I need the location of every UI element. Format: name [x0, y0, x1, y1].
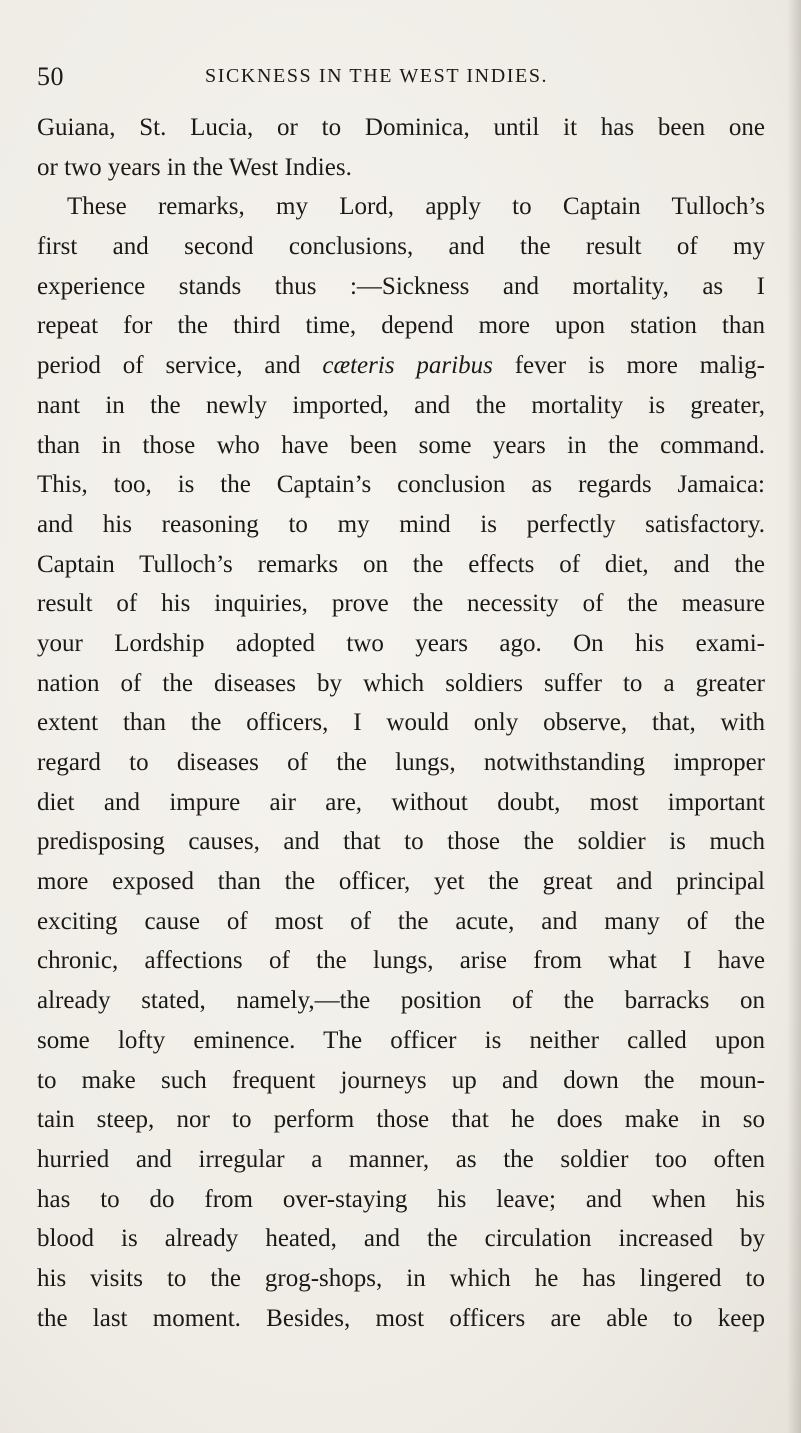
text-line: tain steep, nor to perform those that he does make in so — [37, 1106, 765, 1134]
text-line: hurried and irregular a manner, as the soldier too often — [37, 1145, 765, 1173]
text-line: first and second conclusions, and the result of my — [37, 233, 765, 261]
paragraph-first-line: These remarks, my Lord, apply to Captain Tulloch’s — [67, 193, 765, 221]
text-line: extent than the officers, I would only observe, that, with — [37, 709, 765, 737]
text-line: nation of the diseases by which soldiers suffer to a greater — [37, 669, 765, 697]
text-line: some lofty eminence. The officer is neither called upon — [37, 1026, 765, 1054]
text-line: than in those who have been some years in the command. — [37, 431, 765, 459]
text-line: Captain Tulloch’s remarks on the effects of diet, and the — [37, 550, 765, 578]
text-line-with-italic — [37, 346, 765, 386]
page-number: 50 — [37, 62, 64, 91]
body-text — [37, 108, 765, 1338]
text-line: your Lordship adopted two years ago. On his exami- — [37, 629, 765, 657]
text-line: or two years in the West Indies. — [37, 153, 352, 181]
italic-phrase: cæteris paribus — [322, 352, 493, 380]
text-line: diet and impure air are, without doubt, most important — [37, 788, 765, 816]
text-line: and his reasoning to my mind is perfectly satisfactory. — [37, 510, 765, 538]
text-line: experience stands thus :—Sickness and mortality, as I — [37, 272, 765, 300]
text-line: to make such frequent journeys up and down the moun- — [37, 1066, 765, 1094]
text-line: predisposing causes, and that to those the soldier is much — [37, 828, 765, 856]
text-line: the last moment. Besides, most officers are able to keep — [37, 1304, 765, 1332]
text-line: more exposed than the officer, yet the great and principal — [37, 868, 765, 896]
text-line: has to do from over-staying his leave; and when his — [37, 1185, 765, 1213]
text-line: already stated, namely,—the position of the barracks on — [37, 987, 765, 1015]
text-line: repeat for the third time, depend more upon station than — [37, 312, 765, 340]
text-line: chronic, affections of the lungs, arise from what I have — [37, 947, 765, 975]
text-line: regard to diseases of the lungs, notwithstanding improper — [37, 749, 765, 776]
text-line: exciting cause of most of the acute, and many of the — [37, 907, 765, 935]
text-line: his visits to the grog-shops, in which he has lingered to — [37, 1264, 765, 1292]
text-line: blood is already heated, and the circulation increased by — [37, 1225, 765, 1253]
running-head: SICKNESS IN THE WEST INDIES. — [205, 65, 549, 87]
page-edge-shadow — [787, 0, 801, 1433]
text-segment: period of service, and — [37, 352, 323, 380]
page-header — [37, 62, 757, 96]
text-line: nant in the newly imported, and the mortality is greater, — [37, 391, 765, 419]
text-line: Guiana, St. Lucia, or to Dominica, until it has been one — [37, 114, 765, 141]
text-line: This, too, is the Captain’s conclusion as regards Jamaica: — [37, 471, 765, 499]
text-line: result of his inquiries, prove the necessity of the measure — [37, 590, 765, 618]
text-segment: fever is more malig- — [492, 352, 765, 380]
